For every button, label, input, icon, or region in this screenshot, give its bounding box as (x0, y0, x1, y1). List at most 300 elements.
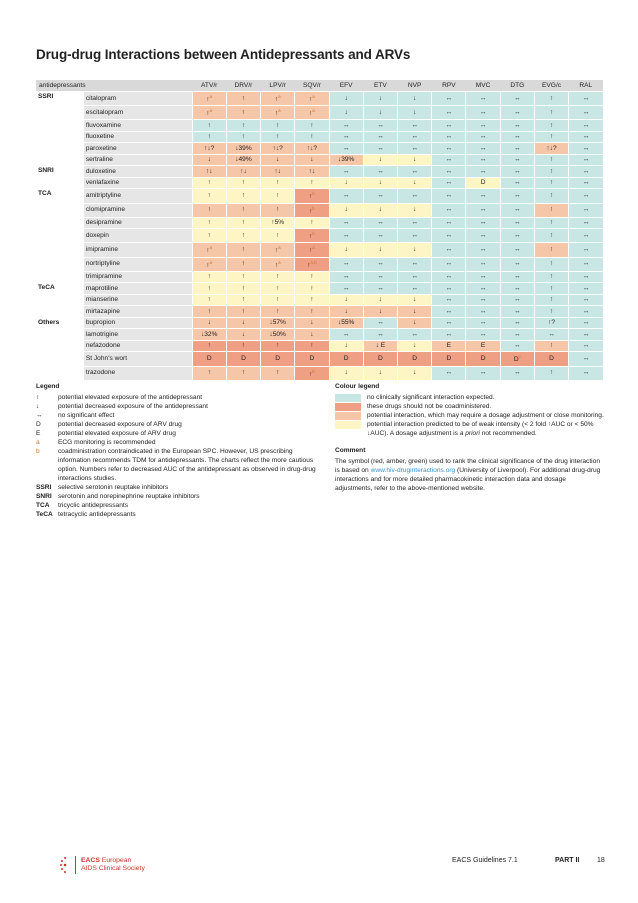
interaction-cell: ↔ (432, 329, 466, 341)
table-row (36, 189, 603, 203)
legend-item: ↔ no significant effect (36, 412, 115, 419)
interaction-cell: ↔ (534, 329, 568, 341)
interaction-cell: ↓ (261, 154, 295, 166)
drug-class-label: SSRI (36, 92, 83, 166)
interaction-cell: ↓ (329, 366, 363, 380)
interaction-cell: ↓ (226, 317, 260, 329)
interaction-cell: ↑ (534, 131, 568, 143)
interaction-cell: ↔ (466, 366, 500, 380)
interaction-cell: ↔ (363, 317, 397, 329)
footnote-marker: b (312, 231, 315, 237)
drug-name: trazodone (83, 366, 192, 380)
interaction-cell: ↔ (398, 329, 432, 341)
drug-name: amitriptyline (83, 189, 192, 203)
interaction-cell: ↑ (534, 340, 568, 352)
interaction-cell: ↑$^b$ (295, 189, 329, 203)
interaction-cell: D (466, 177, 500, 189)
interaction-cell: ↔ (500, 306, 534, 318)
interaction-cell: D (534, 352, 568, 366)
interaction-cell: $D^c$ (500, 352, 534, 366)
column-header-nvp: NVP (398, 80, 432, 92)
interaction-cell: ↔ (329, 283, 363, 295)
interaction-cell: ↑ (534, 366, 568, 380)
drug-name: nefazodone (83, 340, 192, 352)
interaction-cell: ↔ (329, 143, 363, 155)
interaction-cell: ↓ (192, 317, 226, 329)
interaction-cell: ↑ (192, 131, 226, 143)
interaction-cell: ↔ (466, 143, 500, 155)
interaction-cell: D (398, 352, 432, 366)
table-row (36, 229, 603, 243)
footnote-marker: a (278, 259, 281, 265)
interaction-cell: ↔ (329, 166, 363, 178)
interaction-cell: ↔ (432, 154, 466, 166)
interaction-cell: D (192, 352, 226, 366)
interaction-cell: ↑ (295, 217, 329, 229)
interaction-cell: E (432, 340, 466, 352)
drug-name: citalopram (83, 92, 192, 106)
interaction-cell: ↔ (569, 294, 603, 306)
interaction-cell: ↓ (363, 306, 397, 318)
legend-heading: Legend (36, 383, 60, 390)
interaction-cell: ↓ (363, 294, 397, 306)
interaction-cell: ↔ (329, 329, 363, 341)
interaction-cell: ↔ (466, 229, 500, 243)
interaction-cell: ↑ (261, 177, 295, 189)
interaction-cell: ↓ (363, 243, 397, 257)
drug-name: venlafaxine (83, 177, 192, 189)
interaction-cell: ↔ (398, 143, 432, 155)
interaction-cell: ↑$^a$ (192, 243, 226, 257)
interaction-cell: ↓ (329, 106, 363, 120)
interaction-cell: ↓ (398, 154, 432, 166)
interaction-cell: ↔ (432, 203, 466, 217)
interaction-cell: ↔ (466, 92, 500, 106)
drug-class-label: TeCA (36, 283, 83, 318)
interaction-cell: ↔ (363, 120, 397, 132)
interaction-cell: ↑↓ (226, 166, 260, 178)
drug-name: mianserine (83, 294, 192, 306)
interaction-cell: ↔ (569, 306, 603, 318)
footnote-marker: a (312, 94, 315, 99)
interaction-cell: ↑ (226, 340, 260, 352)
footnote-marker: c (518, 354, 521, 360)
interaction-cell: ↑ (295, 271, 329, 283)
interaction-cell: ↔ (569, 366, 603, 380)
interaction-cell: ↔ (398, 271, 432, 283)
interaction-cell: ↓ (398, 177, 432, 189)
interaction-cell: ↔ (363, 217, 397, 229)
drug-name: desipramine (83, 217, 192, 229)
interaction-cell: ↑ (534, 166, 568, 178)
interaction-cell: ↔ (432, 283, 466, 295)
interaction-cell: ↔ (500, 203, 534, 217)
interaction-cell: ↑ (226, 203, 260, 217)
interaction-cell: ↑ (534, 177, 568, 189)
interaction-cell: ↔ (432, 257, 466, 271)
interaction-cell: ↑ (295, 177, 329, 189)
interaction-cell: ↔ (363, 329, 397, 341)
interaction-cell: ↔ (432, 131, 466, 143)
interaction-cell: ↔ (329, 131, 363, 143)
interaction-cell: ↑$^b$ (295, 203, 329, 217)
column-header-lpv-r: LPV/r (261, 80, 295, 92)
legend-item: D potential decreased exposure of ARV drug (36, 421, 182, 428)
interaction-cell: ↓ (329, 177, 363, 189)
drug-name: maprotiline (83, 283, 192, 295)
interaction-cell: ↔ (500, 366, 534, 380)
interaction-cell: ↑ (192, 283, 226, 295)
interaction-cell: ↔ (329, 271, 363, 283)
comment (335, 446, 605, 493)
table-row (36, 306, 603, 318)
interaction-cell: ↑ (534, 203, 568, 217)
drug-name: paroxetine (83, 143, 192, 155)
interaction-cell: ↔ (363, 166, 397, 178)
table-row (36, 166, 603, 178)
interaction-cell: ↑$^a$ (295, 106, 329, 120)
interaction-cell: ↔ (329, 257, 363, 271)
interaction-cell: ↑ (261, 271, 295, 283)
drug-name: fluoxetine (83, 131, 192, 143)
interaction-cell: ↔ (466, 306, 500, 318)
interaction-cell: ↑ (192, 177, 226, 189)
interaction-cell: ↔ (569, 340, 603, 352)
footnote-marker: b (312, 191, 315, 197)
interaction-cell: ↑ (261, 203, 295, 217)
interaction-cell: D (363, 352, 397, 366)
colour-swatch (335, 412, 361, 420)
interaction-cell: ↑ (534, 271, 568, 283)
table-row (36, 317, 603, 329)
interaction-cell: ↔ (500, 131, 534, 143)
interaction-cell: ↔ (432, 243, 466, 257)
column-header-mvc: MVC (466, 80, 500, 92)
interaction-cell: ↑ (295, 294, 329, 306)
drug-name: imipramine (83, 243, 192, 257)
interaction-cell: ↑$^a$ (261, 257, 295, 271)
column-header-sqv-r: SQV/r (295, 80, 329, 92)
interaction-cell: ↔ (569, 166, 603, 178)
interaction-cell: ↔ (500, 189, 534, 203)
table-row (36, 143, 603, 155)
interaction-cell: ↑ (261, 306, 295, 318)
interaction-cell: ↔ (329, 217, 363, 229)
interaction-cell: ↓ (295, 154, 329, 166)
footnote-marker: b (312, 205, 315, 211)
interaction-cell: ↑ (192, 366, 226, 380)
interaction-cell: ↓ (295, 329, 329, 341)
interaction-cell: ↓49% (226, 154, 260, 166)
interaction-cell: ↓ (398, 306, 432, 318)
interaction-cell: ↔ (432, 306, 466, 318)
interaction-cell: ↔ (329, 229, 363, 243)
interaction-cell: ↔ (329, 189, 363, 203)
drug-name: duloxetine (83, 166, 192, 178)
interaction-cell: ↓ (295, 317, 329, 329)
legend-item: TeCA tetracyclic antidepressants (36, 511, 136, 518)
interaction-cell: ↔ (432, 317, 466, 329)
interaction-cell: ↑ (226, 366, 260, 380)
interaction-cell: ↔ (432, 177, 466, 189)
interaction-cell: ↔ (500, 283, 534, 295)
footnote-marker: a (312, 108, 315, 114)
interaction-cell: ↔ (398, 217, 432, 229)
interaction-cell: ↔ (569, 257, 603, 271)
interaction-cell: ↑$^a$ (261, 92, 295, 106)
interaction-cell: ↔ (363, 143, 397, 155)
interaction-cell: ↑ (534, 92, 568, 106)
interaction-cell: ↔ (398, 166, 432, 178)
legend-item: SNRI serotonin and norepinephrine reuptake inhibitors (36, 493, 200, 500)
footnote-marker: a (209, 259, 213, 265)
interaction-cell: ↔ (569, 283, 603, 295)
interaction-cell: ↓ (363, 106, 397, 120)
interaction-cell: ↔ (569, 243, 603, 257)
interaction-cell: ↔ (466, 131, 500, 143)
interaction-cell: ↑? (534, 317, 568, 329)
interaction-cell: ↓ (329, 92, 363, 106)
interaction-cell: ↔ (500, 166, 534, 178)
interaction-table (36, 80, 603, 381)
drug-class-label: Others (36, 317, 83, 380)
interaction-cell: ↑ (261, 189, 295, 203)
interaction-cell: ↔ (500, 229, 534, 243)
interaction-cell: ↓ (363, 177, 397, 189)
interaction-cell: ↔ (432, 120, 466, 132)
interaction-cell: ↑ (226, 229, 260, 243)
interaction-cell: ↑ (534, 257, 568, 271)
interaction-cell: ↓ (329, 306, 363, 318)
interaction-cell: ↔ (466, 217, 500, 229)
interaction-cell: ↑ (226, 120, 260, 132)
column-header-atv-r: ATV/r (192, 80, 226, 92)
footnote-marker: a (209, 245, 213, 251)
interaction-cell: ↔ (432, 366, 466, 380)
column-header-etv: ETV (363, 80, 397, 92)
eacs-logo: EACS European AIDS Clinical Society (60, 856, 145, 874)
table-row (36, 366, 603, 380)
interaction-cell: ↑ (261, 340, 295, 352)
interaction-cell: ↔ (466, 317, 500, 329)
interaction-cell: ↑ (226, 217, 260, 229)
interaction-cell: ↑ (226, 271, 260, 283)
page-number: 18 (597, 857, 605, 864)
drug-name: lamotrigine (83, 329, 192, 341)
interaction-cell: ↔ (466, 294, 500, 306)
interaction-cell: ↑ (534, 283, 568, 295)
interaction-cell: ↑↓ (295, 166, 329, 178)
interaction-cell: ↔ (569, 106, 603, 120)
interaction-cell: ↓ (398, 243, 432, 257)
legend-item: b coadministration contraindicated in the European SPC. However, US prescribing information recommends TDM for antidepressants. The charts reflect the more cautious option. Numbers refer to decreased AUC of the antidepressant as observed in drug-drug interactions studies. (36, 448, 316, 482)
interaction-cell: ↔ (500, 106, 534, 120)
interaction-cell: ↓39% (226, 143, 260, 155)
interaction-cell: ↓ (192, 154, 226, 166)
legend-item: ↑ potential elevated exposure of the antidepressant (36, 394, 203, 401)
interaction-cell: ↔ (500, 317, 534, 329)
interaction-cell: ↔ (432, 143, 466, 155)
interaction-cell: ↔ (466, 257, 500, 271)
interaction-cell: ↔ (466, 189, 500, 203)
interaction-cell: ↔ (363, 271, 397, 283)
footnote-marker: a (312, 245, 315, 251)
interaction-cell: ↑ (534, 217, 568, 229)
interaction-cell: ↓ (329, 294, 363, 306)
interaction-cell: ↑ (534, 294, 568, 306)
footnote-marker: a,b (310, 259, 317, 265)
interaction-cell: ↑ (226, 243, 260, 257)
interaction-cell: ↑ (534, 154, 568, 166)
interaction-cell: ↑$^a$ (192, 106, 226, 120)
table-row (36, 203, 603, 217)
interaction-cell: ↓57% (261, 317, 295, 329)
interaction-cell: ↔ (569, 154, 603, 166)
footnote-marker: a (278, 245, 281, 251)
interaction-cell: ↔ (569, 120, 603, 132)
interaction-cell: ↔ (363, 283, 397, 295)
interaction-cell: ↔ (500, 120, 534, 132)
column-header-antidepressants: antidepressants (36, 80, 192, 92)
interaction-cell: ↑ (226, 106, 260, 120)
interaction-cell: ↓55% (329, 317, 363, 329)
colour-legend-item: no clinically significant interaction expected. (335, 393, 605, 402)
interaction-cell: ↑5% (261, 217, 295, 229)
interaction-cell: ↔ (432, 92, 466, 106)
drug-name: nortriptyline (83, 257, 192, 271)
table-row (36, 257, 603, 271)
interaction-cell: ↔ (363, 257, 397, 271)
legend-item: a ECG monitoring is recommended (36, 439, 156, 446)
interaction-cell: ↔ (500, 217, 534, 229)
interaction-cell: D (466, 352, 500, 366)
interaction-cell: ↑↓? (534, 143, 568, 155)
table-row (36, 217, 603, 229)
interaction-cell: ↔ (432, 189, 466, 203)
interaction-cell: ↔ (363, 189, 397, 203)
interaction-cell: ↓ (329, 243, 363, 257)
interaction-cell: ↑ (295, 283, 329, 295)
interaction-cell: ↔ (500, 294, 534, 306)
interaction-cell: ↓ (398, 203, 432, 217)
interaction-cell: ↑ (226, 306, 260, 318)
legend-item: TCA tricyclic antidepressants (36, 502, 128, 509)
interaction-cell: ↑ (226, 189, 260, 203)
page-title: Drug-drug Interactions between Antidepressants and ARVs (36, 47, 411, 62)
footnote-marker: a (209, 108, 213, 114)
interaction-cell: ↑ (192, 229, 226, 243)
interaction-cell: ↔ (398, 283, 432, 295)
colour-legend-heading: Colour legend (335, 383, 380, 390)
column-header-evg-c: EVG/c (534, 80, 568, 92)
interaction-cell: ↓ (398, 340, 432, 352)
interaction-cell: ↑ (295, 131, 329, 143)
interaction-cell: ↑ (261, 294, 295, 306)
interaction-cell: ↑↓ (192, 166, 226, 178)
interaction-cell: ↔ (363, 229, 397, 243)
drug-name: St John's wort (83, 352, 192, 366)
interaction-cell: ↑ (295, 306, 329, 318)
table-row (36, 131, 603, 143)
table-row (36, 154, 603, 166)
interaction-cell: ↔ (500, 143, 534, 155)
footnote-marker: a (278, 108, 281, 114)
part-label: PART II (555, 857, 580, 864)
hiv-druginteractions-link[interactable]: www.hiv-druginteractions.org (370, 467, 456, 474)
drug-name: sertraline (83, 154, 192, 166)
interaction-cell: ↑ (534, 229, 568, 243)
interaction-cell: ↓ (363, 154, 397, 166)
interaction-cell: ↓ (398, 92, 432, 106)
footer (0, 850, 638, 880)
table-row (36, 340, 603, 352)
interaction-cell: D (432, 352, 466, 366)
table-row (36, 243, 603, 257)
interaction-cell: ↓ (226, 329, 260, 341)
interaction-cell: ↑$^b$ (295, 366, 329, 380)
column-header-drv-r: DRV/r (226, 80, 260, 92)
interaction-cell: ↔ (466, 166, 500, 178)
interaction-cell: D (295, 352, 329, 366)
interaction-cell: ↑ (261, 131, 295, 143)
interaction-cell: ↔ (432, 294, 466, 306)
drug-name: escitalopram (83, 106, 192, 120)
interaction-cell: ↔ (500, 243, 534, 257)
drug-name: mirtazapine (83, 306, 192, 318)
interaction-cell: ↔ (432, 166, 466, 178)
interaction-cell: ↔ (363, 131, 397, 143)
interaction-cell: ↓ (363, 366, 397, 380)
interaction-cell: ↑ (192, 189, 226, 203)
column-header-ral: RAL (569, 80, 603, 92)
interaction-cell: ↔ (466, 106, 500, 120)
interaction-cell: ↑ (192, 294, 226, 306)
interaction-cell: ↑ (226, 92, 260, 106)
interaction-cell: ↓50% (261, 329, 295, 341)
interaction-cell: ↔ (569, 92, 603, 106)
interaction-cell: ↑↓? (192, 143, 226, 155)
interaction-cell: ↑↓? (261, 143, 295, 155)
interaction-cell: ↔ (569, 317, 603, 329)
interaction-cell: ↔ (569, 143, 603, 155)
table-row (36, 271, 603, 283)
colour-swatch (335, 403, 361, 411)
interaction-cell: ↔ (569, 189, 603, 203)
interaction-cell: ↑ (192, 340, 226, 352)
interaction-cell: ↔ (569, 131, 603, 143)
interaction-cell: ↑ (226, 294, 260, 306)
interaction-cell: ↑$^a$ (192, 257, 226, 271)
drug-name: bupropion (83, 317, 192, 329)
interaction-cell: ↔ (569, 217, 603, 229)
table-row (36, 352, 603, 366)
drug-name: fluvoxamine (83, 120, 192, 132)
interaction-cell: ↔ (466, 154, 500, 166)
interaction-cell: ↑ (534, 106, 568, 120)
interaction-cell: ↔ (569, 229, 603, 243)
interaction-cell: ↓ (398, 106, 432, 120)
interaction-cell: ↔ (398, 131, 432, 143)
footnote-marker: a (209, 94, 213, 99)
interaction-cell: ↔ (466, 243, 500, 257)
drug-name: clomipramine (83, 203, 192, 217)
interaction-cell: ↔ (569, 271, 603, 283)
footnote-marker: b (312, 368, 315, 374)
interaction-cell: ↑ (295, 340, 329, 352)
interaction-cell: ↑$^a$ (192, 92, 226, 106)
interaction-cell: ↔ (500, 154, 534, 166)
comment-heading: Comment (335, 447, 366, 454)
